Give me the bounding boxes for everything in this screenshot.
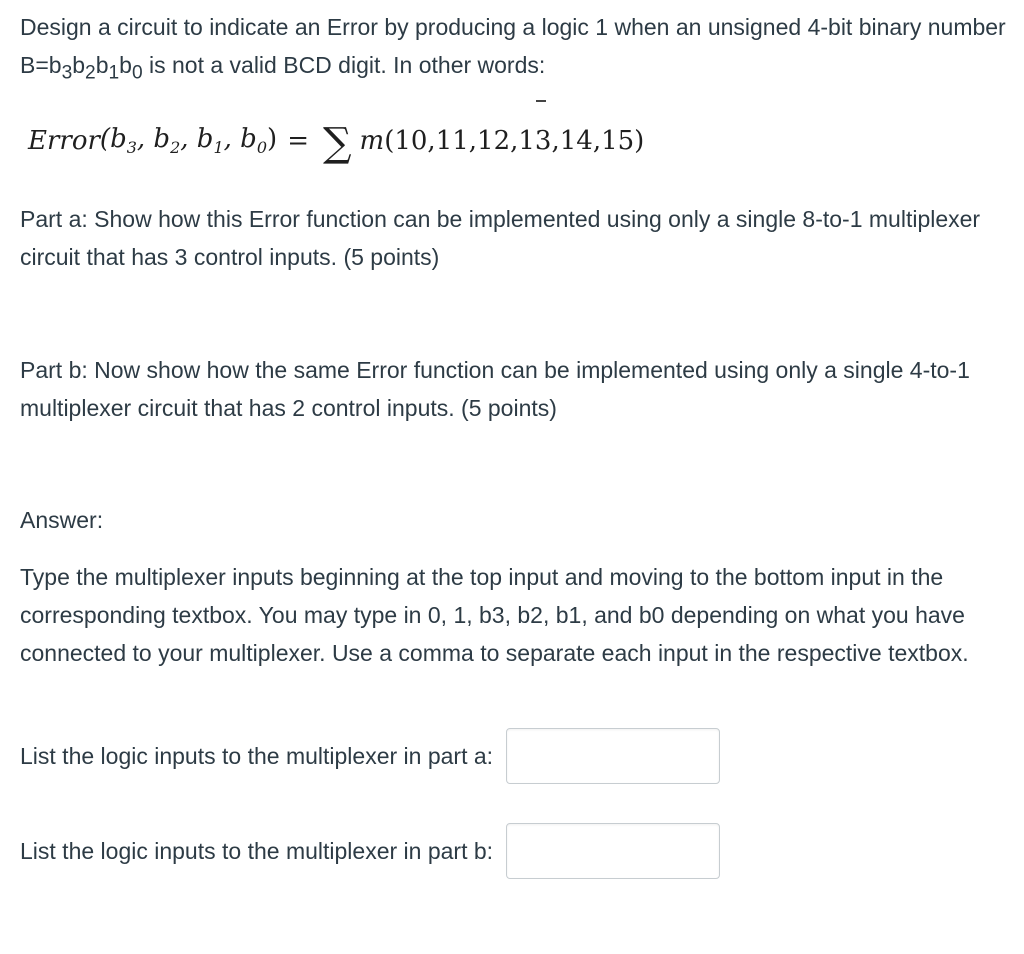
part-b-text: Part b: Now show how the same Error function can be implemented using only a single 4-to-1 multiplexer circuit that has 2 control inputs. (5 points) [20,357,970,421]
decorative-dash [536,100,546,102]
part-b-answer-input[interactable] [506,823,720,879]
question-row-a [20,728,720,784]
equation-function-name: Error [28,126,100,156]
question-a-label: List the logic inputs to the multiplexer in part a: [20,743,494,769]
equation-args: ($b_3$, $b_2$, $b_1$, $b_0$) [99,124,278,158]
part-a-text: Part a: Show how this Error function can be implemented using only a single 8-to-1 multiplexer circuit that has 3 control inputs. (5 points) [20,206,981,270]
question-row-b [20,823,720,879]
equation-minterms: (10,11,12,13,14,15) [384,126,645,156]
instructions-text: Type the multiplexer inputs beginning at the top input and moving to the bottom input in the corresponding textbox. You may type in 0, 1, b3, b2, b1, and b0 depending on what you have connected to your multiplexer. Use a comma to separate each input in the respective textbox. [20,564,969,666]
sigma-icon: ∑ [322,120,352,166]
equation-equals: = [287,126,309,156]
question-b-label: List the logic inputs to the multiplexer in part b: [20,838,494,864]
error-equation [28,118,644,164]
part-a-answer-input[interactable] [506,728,720,784]
intro-paragraph: Design a circuit to indicate an Error by producing a logic 1 when an unsigned 4-bit binary number $B=b_3b_2b_1b_0$ is not a valid BCD digit. In other words: [20,14,1006,84]
answer-heading: Answer: [20,507,104,533]
equation-m: m [359,126,385,156]
